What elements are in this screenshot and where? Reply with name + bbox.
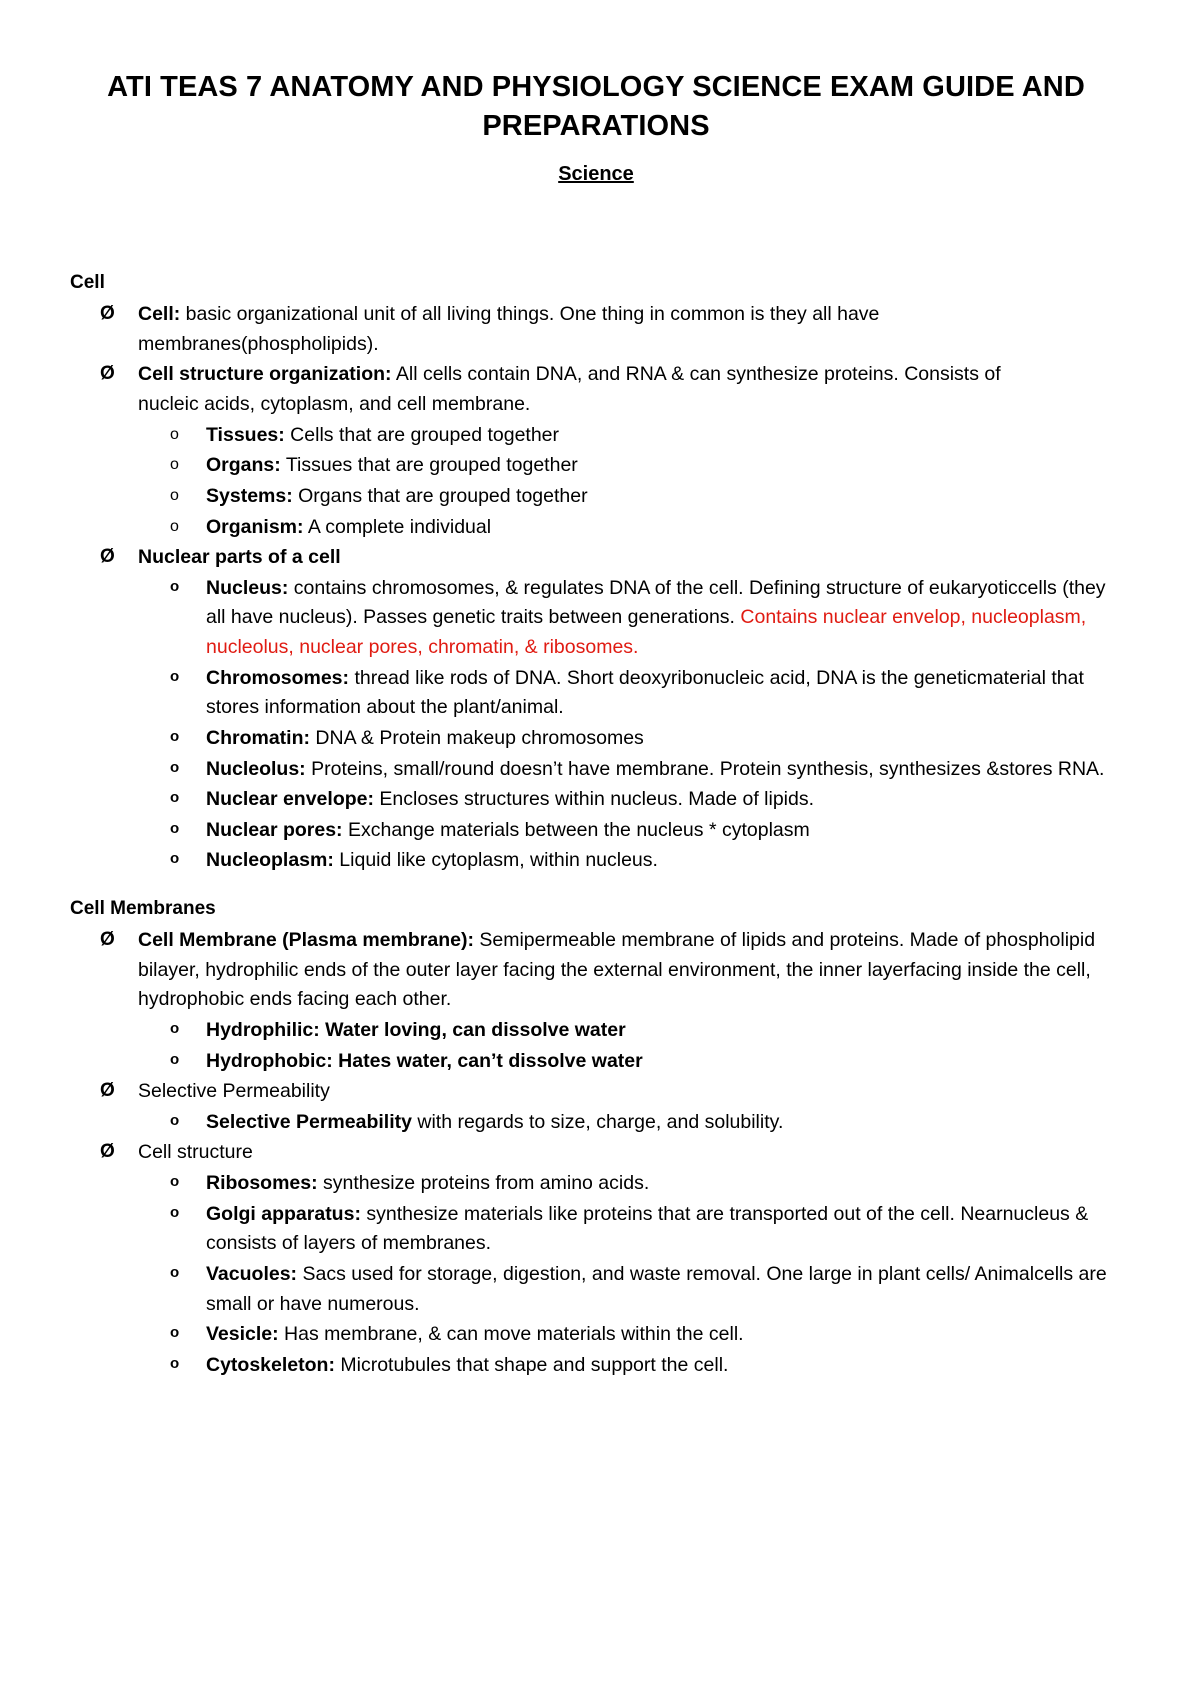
list-selective-permeability-sublist: [100, 1108, 1122, 1138]
bullet-icon: o: [170, 456, 179, 474]
item-term: Golgi apparatus:: [206, 1202, 361, 1225]
bullet-icon: o: [170, 486, 179, 504]
item-text: Has membrane, & can move materials within the cell.: [278, 1323, 744, 1346]
item-text: A complete individual: [303, 515, 492, 538]
item-text: Proteins, small/round doesn’t have membrane. Protein synthesis, synthesizes &stores RNA.: [305, 757, 1105, 780]
list-membrane-sublist: [100, 1016, 1122, 1076]
item-term: Organs:: [206, 454, 281, 477]
item-text: with regards to size, charge, and solubility.: [411, 1110, 784, 1133]
bullet-icon: o: [170, 819, 180, 837]
bullet-icon: Ø: [100, 1080, 115, 1102]
item-text: Tissues that are grouped together: [280, 454, 578, 477]
item-term: Hydrophilic: Water loving, can dissolve water: [206, 1018, 626, 1041]
item-term: Systems:: [206, 484, 293, 507]
list-item: [170, 1200, 1122, 1259]
bullet-icon: o: [170, 517, 179, 535]
list-item: [100, 1077, 1122, 1107]
list-item: [100, 926, 1122, 1015]
bullet-icon: o: [170, 727, 180, 745]
section-heading-cell-membranes: Cell Membranes: [70, 898, 216, 919]
bullet-icon: o: [170, 1203, 180, 1221]
list-item: [100, 300, 1122, 359]
item-text: Microtubules that shape and support the cell.: [334, 1353, 729, 1376]
item-text: Liquid like cytoplasm, within nucleus.: [333, 849, 658, 872]
bullet-icon: Ø: [100, 929, 115, 950]
bullet-icon: o: [170, 850, 180, 868]
item-term: Hydrophobic: Hates water, can’t dissolve water: [206, 1049, 643, 1072]
list-item: [170, 664, 1122, 723]
item-text: Exchange materials between the nucleus * cytoplasm: [342, 818, 810, 841]
item-text: Semipermeable membrane of lipids and proteins. Made of phospholipid bilayer, hydrophilic ends of the outer layer facing the external environment, the inner layerfacing inside the cell, hydrophobic ends facing each other.: [138, 929, 1096, 1011]
list-item: [100, 1138, 1122, 1168]
item-term: Cell structure: [138, 1141, 253, 1164]
list-item: [170, 1108, 1122, 1138]
list-item: [170, 846, 1122, 876]
item-term: Nucleolus:: [206, 757, 306, 780]
bullet-icon: o: [170, 425, 179, 443]
item-term: Nucleoplasm:: [206, 849, 334, 872]
list-cell-level1: [70, 300, 1122, 876]
bullet-icon: o: [170, 1173, 180, 1190]
bullet-icon: o: [170, 1263, 180, 1281]
page-title: ATI TEAS 7 ANATOMY AND PHYSIOLOGY SCIENCE EXAM GUIDE AND PREPARATIONS: [107, 71, 1085, 142]
bullet-icon: o: [170, 789, 180, 807]
list-item: [170, 574, 1122, 663]
bullet-icon: Ø: [100, 546, 115, 568]
list-item: [170, 1016, 1122, 1046]
list-nuclear-parts-sublist: [100, 574, 1122, 876]
list-item: [170, 451, 1122, 481]
item-text: DNA & Protein makeup chromosomes: [310, 726, 644, 749]
page-subtitle: Science: [558, 163, 634, 186]
item-term: Organism:: [206, 515, 304, 538]
item-term: Cell structure organization:: [138, 363, 392, 386]
bullet-icon: o: [170, 1324, 180, 1342]
list-item: [170, 1047, 1122, 1077]
item-text-highlight: Contains nuclear envelop, nucleoplasm, nucleolus, nuclear pores, chromatin, & ribosomes.: [206, 606, 1087, 658]
item-text: Encloses structures within nucleus. Made of lipids.: [373, 788, 815, 811]
section-heading-cell: Cell: [70, 272, 105, 294]
list-item: [170, 755, 1122, 785]
bullet-icon: o: [170, 1019, 180, 1037]
item-term: Chromosomes:: [206, 666, 350, 689]
list-item: [170, 1260, 1122, 1319]
item-text: Sacs used for storage, digestion, and waste removal. One large in plant cells/ Animalcells are small or have numerous.: [206, 1262, 1107, 1315]
item-term: Vesicle:: [206, 1323, 279, 1346]
list-item: [170, 482, 1122, 512]
list-item: [170, 724, 1122, 754]
list-item: [100, 360, 1122, 419]
list-cell-membranes-level1: [70, 926, 1122, 1380]
item-term: Cell Membrane (Plasma membrane):: [138, 929, 474, 951]
bullet-icon: o: [170, 1050, 180, 1068]
list-item: [170, 1169, 1122, 1199]
item-term: Tissues:: [206, 423, 285, 446]
item-text: Cells that are grouped together: [284, 423, 560, 446]
list-item: [170, 421, 1122, 451]
item-term: Selective Permeability: [138, 1080, 330, 1103]
bullet-icon: o: [170, 1111, 180, 1129]
bullet-icon: Ø: [100, 1141, 115, 1163]
item-text: contains chromosomes, & regulates DNA of the cell. Defining structure of eukaryoticcells (they all have nucleus). Passes genetic traits between generations.: [206, 576, 1106, 629]
bullet-icon: o: [170, 1354, 180, 1372]
item-term: Nuclear parts of a cell: [138, 546, 341, 569]
item-text: All cells contain DNA, and RNA & can synthesize proteins. Consists of: [391, 363, 1001, 386]
title-spacer: [70, 186, 1122, 272]
item-text-continued: nucleic acids, cytoplasm, and cell membrane.: [138, 393, 531, 415]
list-item: [170, 1320, 1122, 1350]
list-cell-structure-sublist: [100, 421, 1122, 543]
list-cell-structure-organelles-sublist: [100, 1169, 1122, 1380]
list-item: [170, 513, 1122, 543]
list-item: [100, 543, 1122, 573]
item-text: synthesize materials like proteins that are transported out of the cell. Nearnucleus & consists of layers of membranes.: [206, 1202, 1089, 1255]
list-item: [170, 785, 1122, 815]
item-text: Organs that are grouped together: [292, 484, 588, 507]
item-term: Nucleus:: [206, 576, 289, 599]
item-term: Cell:: [138, 303, 181, 326]
bullet-icon: o: [170, 758, 180, 776]
bullet-icon: Ø: [100, 363, 115, 385]
item-term: Chromatin:: [206, 726, 310, 749]
bullet-icon: o: [170, 667, 180, 685]
item-term: Cytoskeleton:: [206, 1353, 335, 1376]
item-text: thread like rods of DNA. Short deoxyribonucleic acid, DNA is the geneticmaterial that stores information about the plant/animal.: [206, 666, 1084, 719]
item-term: Selective Permeability: [206, 1110, 412, 1133]
item-term: Ribosomes:: [206, 1172, 318, 1194]
item-text: basic organizational unit of all living things. One thing in common is they all have membranes(phospholipids).: [138, 303, 880, 355]
item-term: Vacuoles:: [206, 1262, 298, 1285]
list-item: [170, 1351, 1122, 1381]
item-text: synthesize proteins from amino acids.: [317, 1172, 650, 1194]
item-term: Nuclear pores:: [206, 818, 343, 841]
list-item: [170, 816, 1122, 846]
bullet-icon: o: [170, 577, 180, 595]
item-term: Nuclear envelope:: [206, 788, 374, 811]
bullet-icon: Ø: [100, 303, 115, 325]
